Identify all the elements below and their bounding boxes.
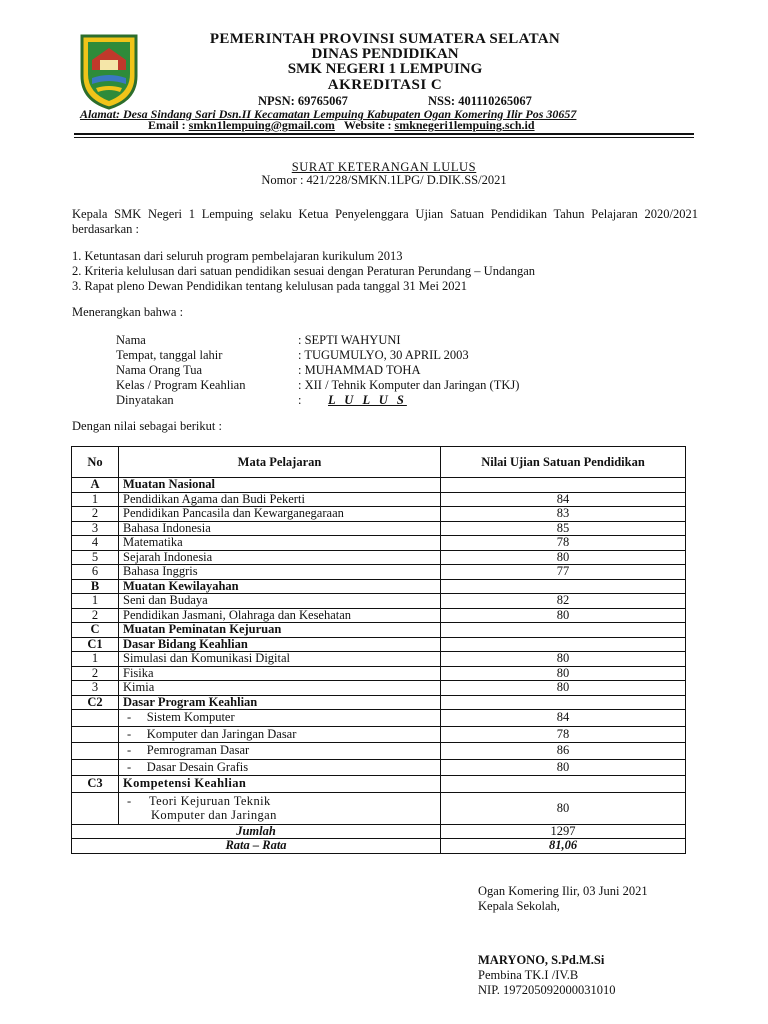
info-label: Dinyatakan bbox=[116, 393, 174, 407]
table-row bbox=[72, 652, 686, 667]
row-no bbox=[72, 726, 119, 743]
npsn-text: NPSN: 69765067 bbox=[258, 94, 348, 108]
row-subject: - Dasar Desain Grafis bbox=[119, 759, 441, 776]
table-row bbox=[72, 759, 686, 776]
row-subject: Pendidikan Pancasila dan Kewarganegaraan bbox=[119, 507, 441, 522]
empty-cell bbox=[441, 695, 686, 710]
section-no: C3 bbox=[72, 776, 119, 793]
row-subject-line: - Teori Kejuruan Teknik bbox=[127, 794, 271, 808]
row-score: 78 bbox=[441, 726, 686, 743]
info-label: Tempat, tanggal lahir bbox=[116, 348, 223, 362]
section-row bbox=[72, 478, 686, 493]
row-no bbox=[72, 792, 119, 824]
info-value: : SEPTI WAHYUNI bbox=[298, 333, 401, 347]
row-score: 80 bbox=[441, 681, 686, 696]
table-row bbox=[72, 550, 686, 565]
basis-item: 1. Ketuntasan dari seluruh program pembelajaran kurikulum 2013 bbox=[72, 249, 403, 263]
table-row bbox=[72, 726, 686, 743]
row-no: 1 bbox=[72, 492, 119, 507]
row-subject: Fisika bbox=[119, 666, 441, 681]
row-no: 2 bbox=[72, 608, 119, 623]
total-value: 1297 bbox=[441, 824, 686, 839]
table-row bbox=[72, 710, 686, 727]
table-row bbox=[72, 666, 686, 681]
section-label: Muatan Kewilayahan bbox=[119, 579, 441, 594]
empty-cell bbox=[441, 478, 686, 493]
section-row bbox=[72, 623, 686, 638]
section-no: C2 bbox=[72, 695, 119, 710]
table-row bbox=[72, 492, 686, 507]
section-row bbox=[72, 637, 686, 652]
empty-cell bbox=[441, 579, 686, 594]
info-value: : XII / Tehnik Komputer dan Jaringan (TKJ) bbox=[298, 378, 520, 392]
row-score: 77 bbox=[441, 565, 686, 580]
header-subject: Mata Pelajaran bbox=[119, 447, 441, 478]
email-label: Email : bbox=[148, 118, 189, 132]
contact-line bbox=[148, 118, 535, 133]
empty-cell bbox=[441, 776, 686, 793]
row-score: 80 bbox=[441, 666, 686, 681]
row-score: 82 bbox=[441, 594, 686, 609]
info-value: : TUGUMULYO, 30 APRIL 2003 bbox=[298, 348, 469, 362]
section-no: C bbox=[72, 623, 119, 638]
signature-position: Kepala Sekolah, bbox=[478, 899, 560, 913]
info-label: Nama bbox=[116, 333, 146, 347]
row-subject: - Pemrograman Dasar bbox=[119, 743, 441, 760]
row-no bbox=[72, 743, 119, 760]
row-no: 6 bbox=[72, 565, 119, 580]
row-subject: Pendidikan Agama dan Budi Pekerti bbox=[119, 492, 441, 507]
info-colon: : bbox=[298, 393, 302, 407]
basis-item: 3. Rapat pleno Dewan Pendidikan tentang kelulusan pada tanggal 31 Mei 2021 bbox=[72, 279, 468, 293]
row-no bbox=[72, 759, 119, 776]
menerangkan-text: Menerangkan bahwa : bbox=[72, 305, 184, 319]
row-score: 86 bbox=[441, 743, 686, 760]
average-value: 81,06 bbox=[441, 839, 686, 854]
row-score: 85 bbox=[441, 521, 686, 536]
signature-rank: Pembina TK.I /IV.B bbox=[478, 968, 579, 982]
table-row bbox=[72, 536, 686, 551]
row-score: 78 bbox=[441, 536, 686, 551]
row-no bbox=[72, 710, 119, 727]
website-link[interactable]: smknegeri1lempuing.sch.id bbox=[394, 118, 535, 132]
row-no: 3 bbox=[72, 521, 119, 536]
section-no: A bbox=[72, 478, 119, 493]
average-label: Rata – Rata bbox=[72, 839, 441, 854]
letterhead-line2: DINAS PENDIDIKAN bbox=[311, 46, 459, 62]
row-no: 3 bbox=[72, 681, 119, 696]
table-row bbox=[72, 608, 686, 623]
row-score: 83 bbox=[441, 507, 686, 522]
dengan-nilai-text: Dengan nilai sebagai berikut : bbox=[72, 419, 222, 433]
row-score: 80 bbox=[441, 608, 686, 623]
row-subject-line: Komputer dan Jaringan bbox=[151, 808, 277, 822]
row-no: 5 bbox=[72, 550, 119, 565]
section-row bbox=[72, 776, 686, 793]
letterhead-school-name: SMK NEGERI 1 LEMPUING bbox=[287, 61, 483, 77]
row-subject: Seni dan Budaya bbox=[119, 594, 441, 609]
section-label: Muatan Peminatan Kejuruan bbox=[119, 623, 441, 638]
header-no: No bbox=[72, 447, 119, 478]
table-header-row bbox=[72, 447, 686, 478]
table-row bbox=[72, 507, 686, 522]
row-subject: - Komputer dan Jaringan Dasar bbox=[119, 726, 441, 743]
info-label: Nama Orang Tua bbox=[116, 363, 203, 377]
signature-nip: NIP. 197205092000031010 bbox=[478, 983, 616, 997]
row-score: 84 bbox=[441, 710, 686, 727]
provinsi-logo bbox=[76, 30, 142, 110]
signature-name: MARYONO, S.Pd.M.Si bbox=[478, 953, 605, 967]
row-subject bbox=[119, 792, 441, 824]
row-no: 1 bbox=[72, 594, 119, 609]
total-label: Jumlah bbox=[72, 824, 441, 839]
letterhead-line1: PEMERINTAH PROVINSI SUMATERA SELATAN bbox=[209, 31, 561, 47]
row-score: 80 bbox=[441, 792, 686, 824]
section-row bbox=[72, 579, 686, 594]
row-subject: - Sistem Komputer bbox=[119, 710, 441, 727]
row-score: 80 bbox=[441, 550, 686, 565]
letterhead-accreditation: AKREDITASI C bbox=[327, 77, 443, 93]
row-subject: Sejarah Indonesia bbox=[119, 550, 441, 565]
row-subject: Kimia bbox=[119, 681, 441, 696]
row-no: 2 bbox=[72, 507, 119, 522]
grades-table bbox=[71, 446, 686, 854]
total-row bbox=[72, 824, 686, 839]
table-row bbox=[72, 792, 686, 824]
header-score: Nilai Ujian Satuan Pendidikan bbox=[441, 447, 686, 478]
table-row bbox=[72, 743, 686, 760]
section-row bbox=[72, 695, 686, 710]
row-score: 80 bbox=[441, 652, 686, 667]
letterhead-rule-thin bbox=[74, 137, 694, 138]
row-no: 4 bbox=[72, 536, 119, 551]
average-row bbox=[72, 839, 686, 854]
address-text: Alamat: Desa Sindang Sari Dsn.II Kecamatan Lempuing Kabupaten Ogan Komering Ilir Pos 30657 bbox=[80, 107, 577, 121]
row-no: 2 bbox=[72, 666, 119, 681]
section-label: Kompetensi Keahlian bbox=[119, 776, 441, 793]
row-no: 1 bbox=[72, 652, 119, 667]
row-subject: Bahasa Inggris bbox=[119, 565, 441, 580]
letterhead-rule-thick bbox=[74, 133, 694, 135]
nss-text: NSS: 401110265067 bbox=[428, 94, 532, 108]
row-subject: Pendidikan Jasmani, Olahraga dan Kesehatan bbox=[119, 608, 441, 623]
row-subject: Bahasa Indonesia bbox=[119, 521, 441, 536]
basis-list bbox=[72, 249, 535, 294]
graduation-status: L U L U S bbox=[328, 393, 407, 407]
website-label: Website : bbox=[343, 118, 395, 132]
table-row bbox=[72, 681, 686, 696]
info-value: : MUHAMMAD TOHA bbox=[298, 363, 421, 377]
row-subject: Simulasi dan Komunikasi Digital bbox=[119, 652, 441, 667]
info-label: Kelas / Program Keahlian bbox=[116, 378, 246, 392]
section-label: Dasar Bidang Keahlian bbox=[119, 637, 441, 652]
intro-paragraph: Kepala SMK Negeri 1 Lempuing selaku Ketua Penyelenggara Ujian Satuan Pendidikan Tahun Pelajaran 2020/2021 berdasarkan : bbox=[72, 207, 698, 236]
signature-place-date: Ogan Komering Ilir, 03 Juni 2021 bbox=[478, 884, 648, 898]
row-score: 80 bbox=[441, 759, 686, 776]
document-number: Nomor : 421/228/SMKN.1LPG/ D.DIK.SS/2021 bbox=[261, 173, 507, 187]
table-row bbox=[72, 594, 686, 609]
section-no: B bbox=[72, 579, 119, 594]
table-row bbox=[72, 565, 686, 580]
basis-item: 2. Kriteria kelulusan dari satuan pendidikan sesuai dengan Peraturan Perundang – Undangan bbox=[72, 264, 536, 278]
section-label: Dasar Program Keahlian bbox=[119, 695, 441, 710]
row-score: 84 bbox=[441, 492, 686, 507]
empty-cell bbox=[441, 637, 686, 652]
section-label: Muatan Nasional bbox=[119, 478, 441, 493]
letterhead bbox=[150, 32, 620, 93]
row-subject: Matematika bbox=[119, 536, 441, 551]
document-title: SURAT KETERANGAN LULUS bbox=[291, 160, 477, 174]
section-no: C1 bbox=[72, 637, 119, 652]
empty-cell bbox=[441, 623, 686, 638]
table-row bbox=[72, 521, 686, 536]
email-link[interactable]: smkn1lempuing@gmail.com bbox=[188, 118, 335, 132]
